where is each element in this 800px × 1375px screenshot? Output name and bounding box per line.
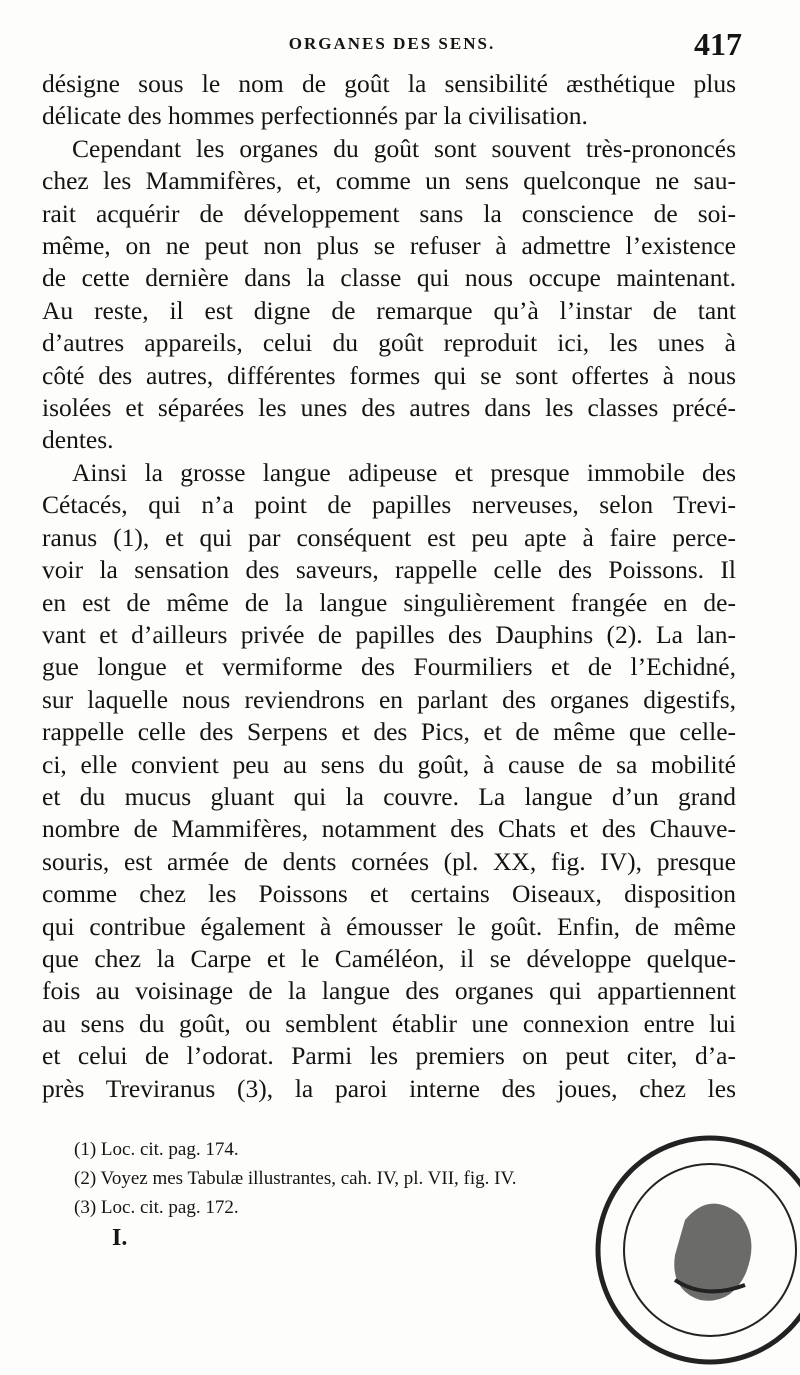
text-line: isolées et séparées les unes des autres dans les classes précé-	[42, 393, 736, 423]
text-line: vant et d’ailleurs privée de papilles des Dauphins (2). La lan-	[42, 619, 736, 649]
body-text	[42, 68, 736, 1105]
text-line: voir la sensation des saveurs, rappelle celle des Poissons. Il	[42, 555, 736, 585]
text-line: rait acquérir de développement sans la conscience de soi-	[42, 198, 736, 228]
text-line: sur laquelle nous reviendrons en parlant des organes digestifs,	[42, 684, 736, 714]
text-line: que chez la Carpe et le Caméléon, il se développe quelque-	[42, 943, 736, 973]
text-line: et celui de l’odorat. Parmi les premiers on peut citer, d’a-	[42, 1041, 736, 1071]
text-line: ci, elle convient peu au sens du goût, à cause de sa mobilité	[42, 749, 736, 779]
text-line: et du mucus gluant qui la couvre. La langue d’un grand	[42, 781, 736, 811]
text-line: d’autres appareils, celui du goût reproduit ici, les unes à	[42, 328, 736, 358]
footnote: (3) Loc. cit. pag. 172.	[74, 1197, 239, 1218]
text-line: qui contribue également à émousser le goût. Enfin, de même	[42, 911, 736, 941]
text-line: délicate des hommes perfectionnés par la civilisation.	[42, 101, 588, 131]
page-number: 417	[694, 26, 742, 62]
text-line: au sens du goût, ou semblent établir une connexion entre lui	[42, 1008, 736, 1038]
text-line: chez les Mammifères, et, comme un sens quelconque ne sau-	[42, 166, 736, 196]
text-line: fois au voisinage de la langue des organes qui appartiennent	[42, 976, 736, 1006]
text-line: côté des autres, différentes formes qui se sont offertes à nous	[42, 360, 736, 390]
text-line: rappelle celle des Serpens et des Pics, et de même que celle-	[42, 717, 736, 747]
text-line: dentes.	[42, 425, 114, 455]
text-line: désigne sous le nom de goût la sensibilité æsthétique plus	[42, 69, 736, 98]
text-line: ranus (1), et qui par conséquent est peu apte à faire perce-	[42, 522, 736, 552]
text-line: en est de même de la langue singulièrement frangée en de-	[42, 587, 736, 617]
text-line: souris, est armée de dents cornées (pl. XX, fig. IV), presque	[42, 846, 736, 876]
footnote: (1) Loc. cit. pag. 174.	[74, 1139, 239, 1160]
footnote: (2) Voyez mes Tabulæ illustrantes, cah. IV, pl. VII, fig. IV.	[74, 1168, 517, 1189]
text-line: de cette dernière dans la classe qui nous occupe maintenant.	[42, 263, 736, 293]
stamp-seal-icon	[590, 1130, 800, 1370]
text-line: gue longue et vermiforme des Fourmiliers et de l’Echidné,	[42, 652, 736, 682]
text-line: près Treviranus (3), la paroi interne des joues, chez les	[42, 1073, 736, 1103]
text-line: comme chez les Poissons et certains Oiseaux, disposition	[42, 879, 736, 909]
text-line: Cétacés, qui n’a point de papilles nerveuses, selon Trevi-	[42, 490, 736, 520]
page-header	[42, 26, 742, 70]
text-line: Cependant les organes du goût sont souvent très-prononcés	[72, 133, 736, 163]
text-line: Au reste, il est digne de remarque qu’à l’instar de tant	[42, 295, 736, 325]
signature-mark: I.	[112, 1225, 128, 1251]
text-line: Ainsi la grosse langue adipeuse et presque immobile des	[72, 457, 736, 487]
text-line: même, on ne peut non plus se refuser à admettre l’existence	[42, 231, 736, 261]
library-stamp	[590, 1130, 800, 1370]
text-line: nombre de Mammifères, notamment des Chats et des Chauve-	[42, 814, 736, 844]
running-head: ORGANES DES SENS.	[288, 34, 496, 53]
